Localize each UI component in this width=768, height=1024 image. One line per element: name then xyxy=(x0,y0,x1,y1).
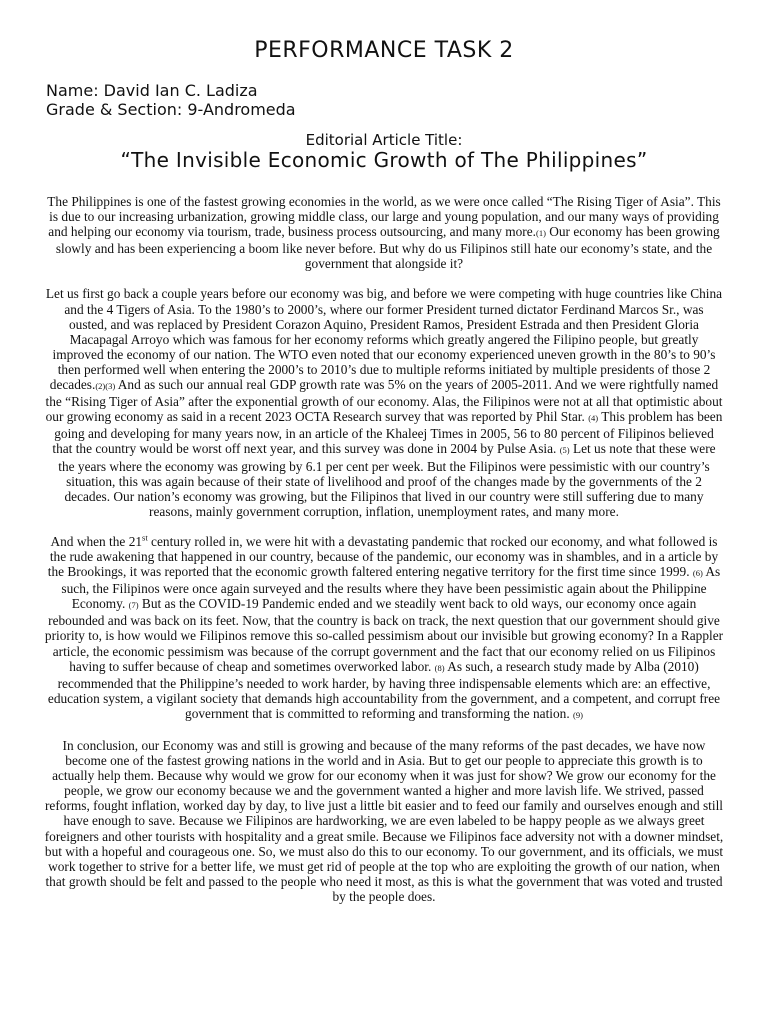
citation-marker: (5) xyxy=(559,445,570,456)
citation-marker: (7) xyxy=(128,600,139,611)
paragraph-conclusion xyxy=(44,738,724,904)
article-headline: “The Invisible Economic Growth of The Philippines” xyxy=(120,148,648,172)
citation-marker: (9) xyxy=(573,709,583,720)
paragraph-text: Our economy has been growing slowly and has been experiencing a boom like never before. But why do us Filipinos still hate our economy’s state, and the government that alongside it? xyxy=(55,224,720,272)
paragraph-text: As such, the Filipinos were once again surveyed and the results where they have been pessimistic again about the Philippine Economy. xyxy=(61,564,721,612)
paragraph-intro xyxy=(44,194,724,271)
grade-section: Grade & Section: 9-Andromeda xyxy=(46,100,296,119)
paragraph-text: Let us first go back a couple years before our economy was big, and before we were competing with huge countries like China and the 4 Tigers of Asia. To the 1980’s to 2000’s, where our former President turned dictator Ferdinand Marcos Sr., was ousted, and was replaced by President Corazon Aquino, President Ramos, President Estrada and then President Gloria Macapagal Arroyo which was famous for her economy reforms which greatly angered the Filipino people, but greatly improved the economy of our nation. The WTO even noted that our economy experienced uneven growth in the 80’s to 90’s then performed well when entering the 2000’s to 2010’s due to multiple reforms initiated by multiple presidents of those 2 decades. xyxy=(45,286,723,393)
paragraph-text: But as the COVID-19 Pandemic ended and we steadily went back to old ways, our economy once again rebounded and was back on its feet. Now, that the country is back on track, the next question that our government should give priority to, is how would we Filipinos remove this so-called pessimism about our invisible but growing economy? In a Rappler article, the economic pessimism was because of the corrupt government and the fact that our economy relied on us Filipinos having to suffer because of cheap and sometimes overworked labor. xyxy=(44,596,724,674)
paragraph-text: In conclusion, our Economy was and still is growing and because of the many reforms of the past decades, we have now become one of the fastest growing nations in the world and in Asia. But to get our people to appreciate this growth is to actually help them. Because why would we grow for our economy when it was just for show? We grow our economy for the people, we grow our economy because we and the government wanted a higher and more lavish life. We strived, passed reforms, fought inflation, worked day by day, to live just a little bit easier and to feed our family and ourselves enough and still have enough to save. Because we Filipinos are hardworking, we are even labeled to be happy people as we always greet foreigners and other tourists with hospitality and a great smile. Because we Filipinos face adversity not with a downer mindset, but with a hopeful and courageous one. So, we must also do this to our economy. To our government, and its officials, we must work together to strive for a better life, we must get rid of people at the top who are exploiting the growth of our nation, when that growth should be felt and passed to the people who need it most, as this is what the government that was voted and trusted by the people does. xyxy=(44,738,724,904)
citation-marker: (4) xyxy=(588,413,599,424)
paragraph-text: As such, a research study made by Alba (2010) recommended that the Philippine’s needed to work harder, by having three indispensable elements which are: an effective, education system, a vigilant society that demands high accountability from the government, and a competent, and corrupt free government that is committed to reforming and transforming the nation. xyxy=(47,658,721,721)
ordinal-superscript: st xyxy=(142,532,148,543)
citation-marker: (6) xyxy=(692,568,703,579)
paragraph-text: This problem has been going and developing for many years now, in an article of the Khaleej Times in 2005, 56 to 80 percent of Filipinos believed that the country would be worst off next year, and this survey was done in 2004 by Pulse Asia. xyxy=(52,409,723,457)
paragraph-text: And when the 21 xyxy=(50,533,143,549)
citation-marker: (2)(3) xyxy=(95,381,116,392)
citation-marker: (8) xyxy=(434,662,445,673)
paragraph-text: century rolled in, we were hit with a devastating pandemic that rocked our economy, and what followed is the rude awakening that happened in our country, because of the pandemic, our economy was in shambles, and in a article by the Brookings, it was reported that the economic growth faltered entering negative territory for the first time since 1999. xyxy=(47,533,719,580)
paragraph-text: And as such our annual real GDP growth rate was 5% on the years of 2005-2011. And we were rightfully named the “Rising Tiger of Asia” after the exponential growth of our economy. Alas, the Filipinos were not at all that optimistic about our growing economy as said in a recent 2023 OCTA Research survey that was reported by Phil Star. xyxy=(45,377,723,425)
paragraph-pandemic xyxy=(44,534,724,723)
student-name: Name: David Ian C. Ladiza xyxy=(46,81,258,100)
article-title-label: Editorial Article Title: xyxy=(305,131,463,149)
page-title: PERFORMANCE TASK 2 xyxy=(254,38,514,63)
citation-marker: (1) xyxy=(535,228,546,239)
paragraph-text: Let us note that these were the years where the economy was growing by 6.1 per cent per week. But the Filipinos were pessimistic with our country’s situation, this was again because of their state of livelihood and proof of the changes made by the governments of the 2 decades. Our nation’s economy was growing, but the Filipinos that lived in our country were still suffering due to many reasons, mainly government corruption, inflation, unemployment rates, and many more. xyxy=(58,441,716,519)
article-body xyxy=(44,194,724,919)
paragraph-history xyxy=(44,286,724,518)
paragraph-text: The Philippines is one of the fastest growing economies in the world, as we were once called “The Rising Tiger of Asia”. This is due to our increasing urbanization, growing middle class, our large and young population, and our many ways of providing and helping our economy via tourism, trade, business process outsourcing, and many more. xyxy=(47,194,721,240)
